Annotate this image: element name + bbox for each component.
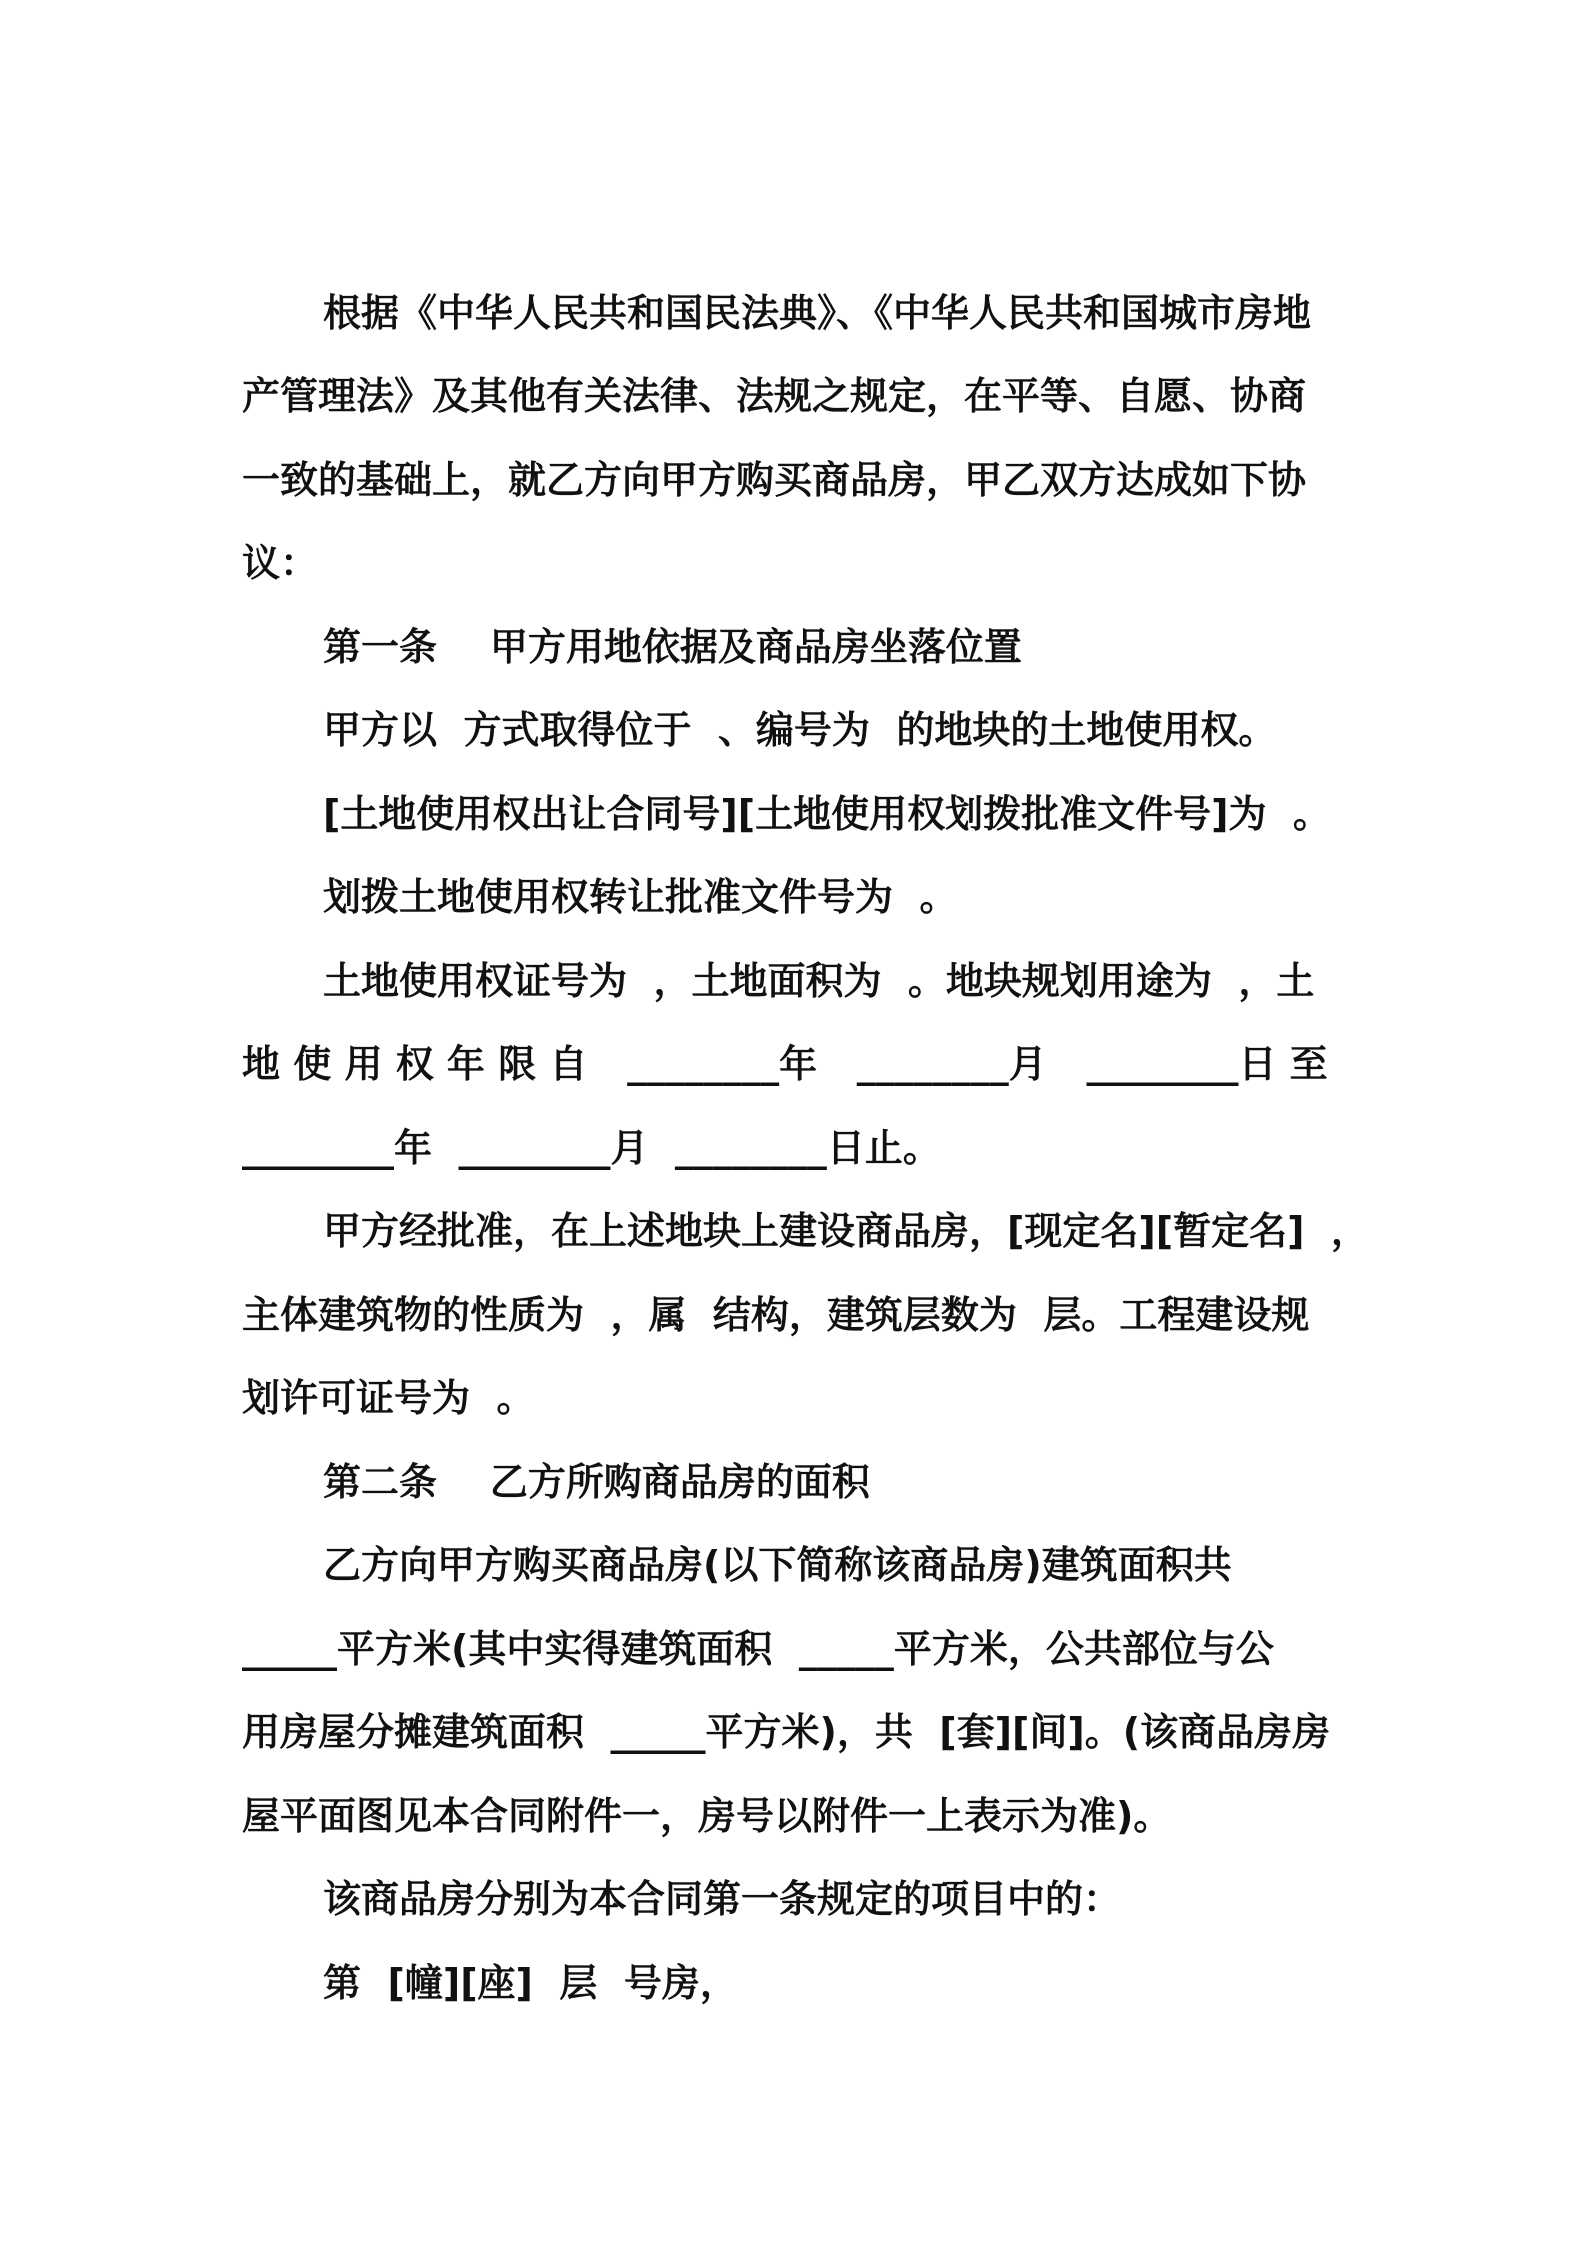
article-1-para-4-line-3: ________年 ________月 ________日止。 bbox=[242, 1126, 941, 1170]
paragraph-1-line-1: 根据《中华人民共和国民法典》、《中华人民共和国城市房地 bbox=[323, 291, 1312, 335]
article-1-heading: 第一条 甲方用地依据及商品房坐落位置 bbox=[323, 625, 1022, 669]
paragraph-1-line-2: 产管理法》及其他有关法律、法规之规定，在平等、自愿、协商 bbox=[242, 374, 1307, 418]
paragraph-1-line-4: 议： bbox=[242, 541, 319, 585]
article-1-para-3: 划拨土地使用权转让批准文件号为 。 bbox=[323, 875, 958, 919]
article-1-para-4-line-2: 地 使 用 权 年 限 自 ________年 ________月 ________日 至 bbox=[242, 1042, 1328, 1086]
article-2-heading: 第二条 乙方所购商品房的面积 bbox=[323, 1460, 870, 1504]
article-2-para-3: 第 [幢][座] 层 号房， bbox=[323, 1961, 738, 2005]
article-1-para-5-line-1: 甲方经批准，在上述地块上建设商品房，[现定名][暂定名] ， bbox=[323, 1209, 1369, 1253]
paragraph-1-line-3: 一致的基础上，就乙方向甲方购买商品房，甲乙双方达成如下协 bbox=[242, 458, 1307, 502]
article-2-para-1-line-1: 乙方向甲方购买商品房(以下简称该商品房)建筑面积共 bbox=[323, 1543, 1232, 1587]
article-2-para-1-line-3: 用房屋分摊建筑面积 _____平方米)，共 [套][间]。(该商品房房 bbox=[242, 1710, 1331, 1754]
article-1-para-1: 甲方以 方式取得位于 、编号为 的地块的土地使用权。 bbox=[323, 708, 1277, 752]
article-2-para-1-line-4: 屋平面图见本合同附件一，房号以附件一上表示为准)。 bbox=[242, 1794, 1172, 1838]
article-1-para-5-line-2: 主体建筑物的性质为 ，属 结构，建筑层数为 层。工程建设规 bbox=[242, 1293, 1310, 1337]
article-1-para-4-line-1: 土地使用权证号为 ，土地面积为 。地块规划用途为 ，土 bbox=[323, 959, 1315, 1003]
article-1-para-5-line-3: 划许可证号为 。 bbox=[242, 1376, 535, 1420]
article-1-para-2: [土地使用权出让合同号][土地使用权划拨批准文件号]为 。 bbox=[323, 792, 1331, 836]
article-2-para-2: 该商品房分别为本合同第一条规定的项目中的： bbox=[323, 1877, 1122, 1921]
article-2-para-1-line-2: _____平方米(其中实得建筑面积 _____平方米，公共部位与公 bbox=[242, 1627, 1274, 1671]
